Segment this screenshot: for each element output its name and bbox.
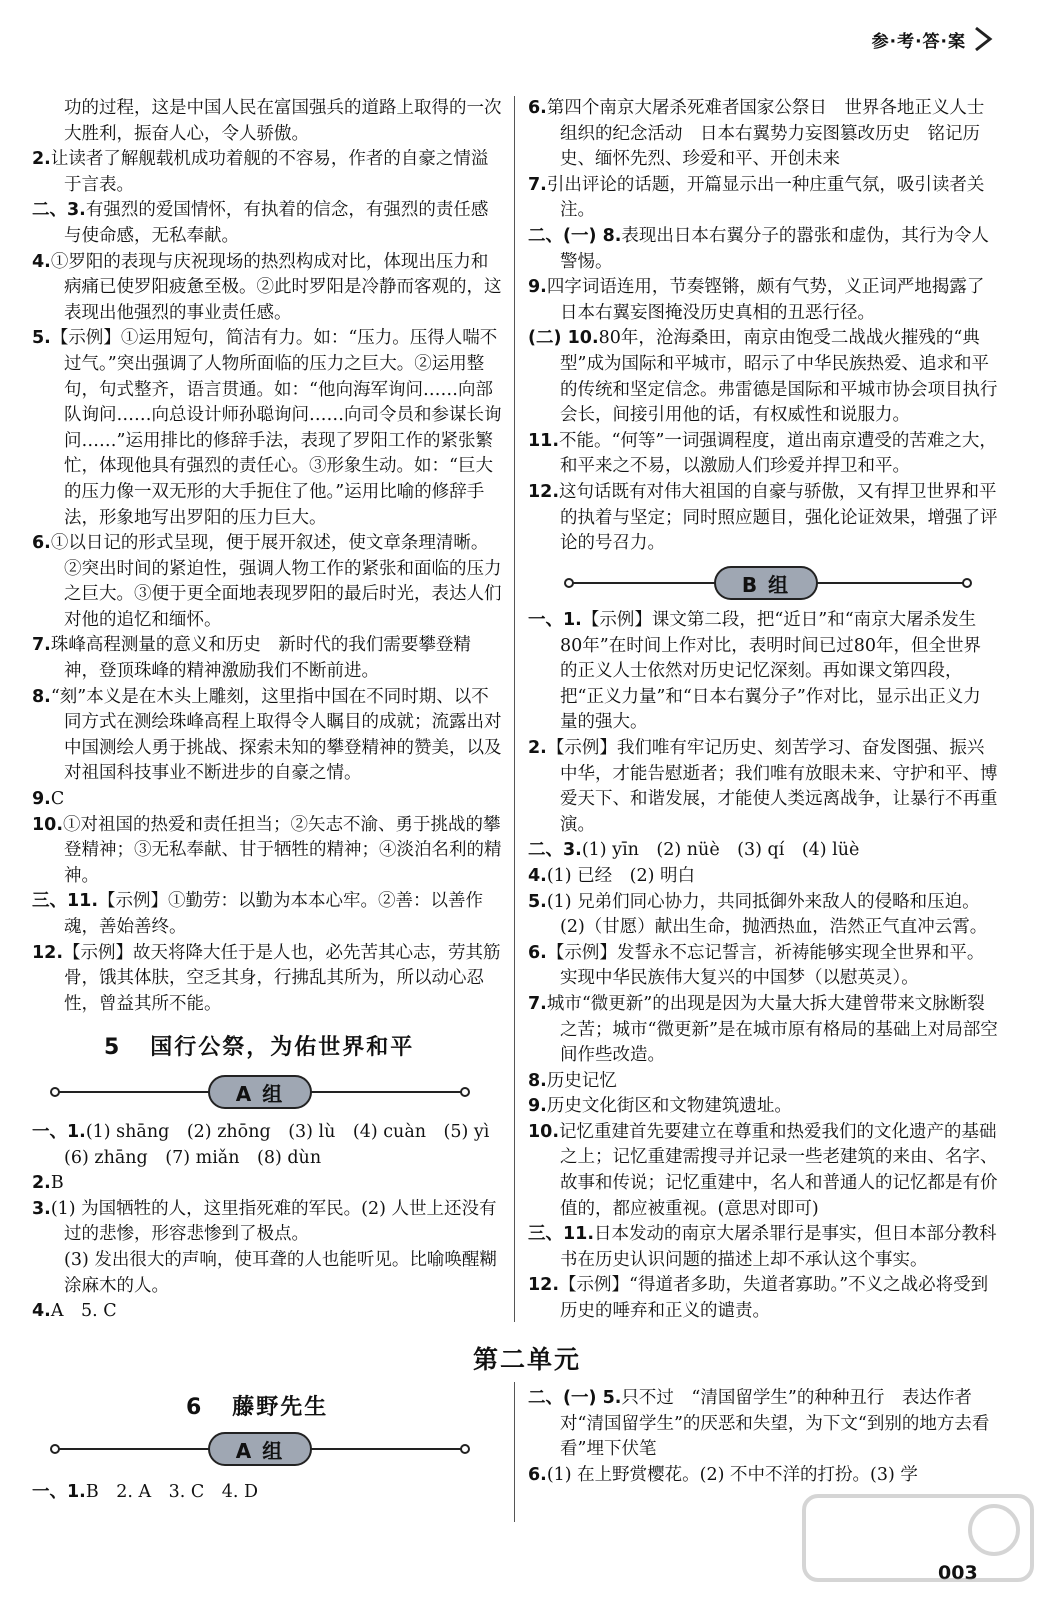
answer-text: 【示例】“得道者多助，失道者寡助。”不义之战必将受到历史的唾弃和正义的谴责。 [559,1275,989,1322]
answer-number: 4. [32,1301,51,1322]
answer-item [528,224,998,275]
answer-number: 2. [528,737,547,758]
answer-text: 历史记忆 [546,1070,617,1091]
lesson-6-a-answers [32,1480,502,1506]
answer-text: 表现出日本右翼分子的嚣张和虚伪，其行为令人警惕。 [560,225,989,272]
answer-item [32,1120,507,1171]
answer-number: 一、1. [32,1122,86,1142]
answer-number: 10. [528,1121,560,1142]
answer-text: 有强烈的爱国情怀，有执着的信念，有强烈的责任感与使命感，无私奉献。 [64,200,489,246]
lesson-6-number: 6 [186,1395,204,1420]
answer-text: 让读者了解舰载机成功着舰的不容易，作者的自豪之情溢于言表。 [50,149,489,195]
answer-text: 第四个南京大屠杀死难者国家公祭日 世界各地正义人士组织的纪念活动 日本右翼势力妄图篡改历史 铭记历史、缅怀先烈、珍爱和平、开创未来 [546,98,985,170]
answer-number: 7. [528,174,547,195]
answer-item [528,915,998,941]
answer-text: (1) 为国牺牲的人，这里指死难的军民。(2) 人世上还没有过的悲惨，形容悲惨到了极点。 [50,1198,497,1245]
right-column-answers [528,96,998,557]
watermark-logo [798,1488,1038,1588]
answer-text: A 5. C [50,1301,117,1322]
answer-text: (2)（甘愿）献出生命，抛洒热血，浩然正气直冲云霄。 [560,917,988,938]
page-number: 003 [938,1562,978,1584]
answer-item [32,250,502,327]
answer-text: B 2. A 3. C 4. D [85,1482,259,1502]
answer-number: 12. [32,942,64,963]
answer-text: (1) 在上野赏樱花。(2) 不中不洋的打扮。(3) 学 [546,1464,918,1485]
answer-item [32,813,502,890]
group-a-divider-lesson-6 [50,1432,470,1466]
answer-item [32,96,502,147]
answer-item [528,1069,998,1095]
answer-item [32,1248,502,1299]
answer-text: (1) shāng (2) zhōng (3) lù (4) cuàn (5) yì (6) zhāng (7) miǎn (8) dùn [64,1122,507,1168]
answer-number: 一、1. [528,610,582,630]
answer-text: ①对祖国的热爱和责任担当；②矢志不渝、勇于挑战的攀登精神；③无私奉献、甘于牺牲的精神；④淡泊名利的精神。 [63,814,502,886]
answer-number: 6. [528,98,547,118]
answer-number: 3. [32,1198,51,1219]
answer-item [528,992,998,1069]
answer-number: 6. [528,1464,547,1485]
answer-number: 2. [32,1173,51,1194]
answer-number: 9. [528,1096,547,1117]
lesson-5-name: 国行公祭，为佑世界和平 [150,1035,415,1060]
unit-2-title: 第二单元 [472,1345,581,1374]
answer-text: 80年，沧海桑田，南京由饱受二战战火摧残的“典型”成为国际和平城市，昭示了中华民族热爱、追求和平的传统和坚定信念。弗雷德是国际和平城市协会项目执行会长，间接引用他的话，有权威性和说服力。 [560,328,998,426]
answer-item [32,1171,502,1197]
answer-number: 二、(一) 8. [528,225,622,246]
answer-number: 10. [32,814,64,835]
answer-number: 4. [528,865,547,886]
answer-number: 12. [528,1275,560,1296]
answer-text: C [50,789,65,810]
section-tag [872,24,994,54]
answer-number: 5. [32,328,51,349]
answer-text: ①以日记的形式呈现，便于展开叙述，使文章条理清晰。②突出时间的紧迫性，强调人物工作的紧张和面临的压力之巨大。③便于更全面地表现罗阳的最后时光，表达人们对他的追忆和缅怀。 [50,533,502,630]
answer-number: 9. [32,789,51,810]
answer-item [528,1463,998,1489]
answer-text: (1) 兄弟们同心协力，共同抵御外来敌人的侵略和压迫。 [546,891,980,912]
answer-item [528,838,998,864]
answer-item [32,1299,502,1325]
answer-text: 功的过程，这是中国人民在富国强兵的道路上取得的一次大胜利，振奋人心，令人骄傲。 [64,98,502,144]
answer-item [528,1273,998,1324]
answer-text: 不能。“何等”一词强调程度，道出南京遭受的苦难之大，和平来之不易，以激励人们珍爱并捍卫和平。 [559,430,997,477]
answer-item [32,147,502,198]
left-column-answers [32,96,502,1017]
answer-number: (二) 10. [528,328,599,349]
answer-item [528,275,998,326]
answer-number: 7. [528,993,547,1014]
answer-number: 7. [32,635,51,656]
chevron-right-icon [972,26,994,52]
lesson-5-a-answers [32,1120,507,1325]
answer-number: 6. [528,942,547,963]
answer-number: 8. [528,1070,547,1091]
lesson-5-number: 5 [104,1035,122,1060]
answer-number: 一、1. [32,1482,86,1502]
answer-item [528,864,998,890]
answer-text: 珠峰高程测量的意义和历史 新时代的我们需要攀登精神，登顶珠峰的精神激励我们不断前进。 [50,635,471,682]
answer-item [528,1120,998,1222]
answer-item [32,787,502,813]
answer-item [32,685,502,787]
lesson-6-name: 藤野先生 [232,1395,329,1420]
answer-item [528,736,998,838]
lesson-6-reading-answers [528,1386,998,1488]
answer-text: ①罗阳的表现与庆祝现场的热烈构成对比，体现出压力和病痛已使罗阳疲惫至极。②此时罗阳是冷静而客观的，这表现出他强烈的事业责任感。 [50,251,502,323]
answer-item [32,889,502,940]
section-tag-label: 参·考·答·案 [871,31,966,52]
answer-number: 2. [32,149,51,170]
answer-number: 8. [32,686,51,707]
answer-number: 4. [32,251,51,272]
answer-text: 记忆重建首先要建立在尊重和热爱我们的文化遗产的基础之上；记忆重建需搜寻并记录一些老建筑的来由、名字、故事和传说；记忆重建中，名人和普通人的记忆都是有价值的，都应被重视。(意思对即可) [559,1121,998,1219]
answer-number: 9. [528,277,547,298]
answer-text: 城市“微更新”的出现是因为大量大拆大建曾带来文脉断裂之苦；城市“微更新”是在城市原有格局的基础上对局部空间作些改造。 [546,993,998,1066]
answer-item [528,429,998,480]
answer-number: 6. [32,533,51,554]
answer-item [528,326,998,428]
column-divider-bottom [514,1382,515,1522]
answer-text: 日本发动的南京大屠杀罪行是事实，但日本部分教科书在历史认识问题的描述上却不承认这个事实。 [560,1224,997,1270]
answer-number: 11. [528,430,560,451]
answer-item [32,941,502,1018]
answer-number: 三、11. [528,1224,595,1245]
answer-number: 5. [528,891,547,912]
answer-item [32,1480,502,1506]
answer-number: 12. [528,481,560,502]
answer-number: 二、3. [528,840,582,861]
answer-text: 只不过 “清国留学生”的种种丑行 表达作者对“清国留学生”的厌恶和失望，为下文“到别的地方去看看”埋下伏笔 [560,1388,990,1460]
answer-number: 二、(一) 5. [528,1388,622,1408]
answer-text: (1) yīn (2) nüè (3) qí (4) lüè [581,840,860,861]
group-a-badge-lesson-6: A 组 [208,1432,312,1466]
answer-text: 历史文化街区和文物建筑遗址。 [546,1096,792,1117]
group-a-divider [50,1075,470,1109]
answer-text: (3) 发出很大的声响，使耳聋的人也能听见。比喻唤醒糊涂麻木的人。 [64,1249,497,1296]
answer-item [32,1197,502,1248]
answer-item [32,633,502,684]
answer-text: B [50,1173,64,1194]
answer-text: 【示例】课文第二段，把“近日”和“南京大屠杀发生80年”在时间上作对比，表明时间已过80年，但全世界的正义人士依然对历史记忆深刻。再如课文第四段，把“正义力量”和“日本右翼分子”作对比，显示出正义力量的强大。 [560,610,981,733]
answer-text: 【示例】①勤劳：以勤为本本心牢。②善：以善作魂，善始善终。 [64,891,484,937]
column-divider [514,96,515,1322]
group-a-badge: A 组 [208,1075,312,1109]
answer-item [528,941,998,992]
answer-text: 四字词语连用，节奏铿锵，颇有气势，义正词严地揭露了日本右翼妄图掩没历史真相的丑恶行径。 [546,277,985,323]
answer-text: (1) 已经 (2) 明白 [546,865,696,886]
group-b-badge: B 组 [714,566,818,600]
answer-item [32,326,502,531]
answer-item [528,480,998,557]
answer-text: 引出评论的话题，开篇显示出一种庄重气氛，吸引读者关注。 [546,174,985,221]
group-b-divider [564,566,972,600]
answer-number: 二、3. [32,200,86,221]
answer-text: 【示例】我们唯有牢记历史、刻苦学习、奋发图强、振兴中华，才能告慰逝者；我们唯有放眼未来、守护和平、博爱天下、和谐发展，才能使人类远离战争，让暴行不再重演。 [546,737,998,835]
answer-item [528,1386,998,1463]
answer-text: “刻”本义是在木头上雕刻，这里指中国在不同时期、以不同方式在测绘珠峰高程上取得令人瞩目的成就；流露出对中国测绘人勇于挑战、探索未知的攀登精神的赞美，以及对祖国科技事业不断进步的自豪之情。 [50,686,502,784]
answer-item [528,890,998,916]
lesson-6-title [186,1390,328,1421]
answer-item [32,198,502,249]
answer-text: 【示例】故天将降大任于是人也，必先苦其心志，劳其筋骨，饿其体肤，空乏其身，行拂乱其所为，所以动心忍性，曾益其所不能。 [63,942,501,1014]
answer-text: 【示例】①运用短句，简洁有力。如：“压力。压得人喘不过气。”突出强调了人物所面临的压力之巨大。②运用整句，句式整齐，语言贯通。如：“他向海军询问……向部队询问……向总设计师孙聪询问……向司令员和参谋长询问……”运用排比的修辞手法，表现了罗阳工作的紧张繁忙，体现他具有强烈的责任心。③形象生动。如：“巨大的压力像一双无形的大手扼住了他。”运用比喻的修辞手法，形象地写出罗阳的压力巨大。 [50,328,502,528]
answer-text: 【示例】发誓永不忘记誓言，祈祷能够实现全世界和平。实现中华民族伟大复兴的中国梦（以慰英灵）。 [546,942,985,989]
answer-item [32,531,502,633]
answer-item [528,173,998,224]
answer-item [528,1222,998,1273]
lesson-5-b-answers [528,608,998,1325]
lesson-5-title [104,1030,414,1061]
answer-item [528,96,998,173]
answer-item [528,608,998,736]
answer-item [528,1094,998,1120]
answer-number: 三、11. [32,891,99,912]
answer-text: 这句话既有对伟大祖国的自豪与骄傲，又有捍卫世界和平的执着与坚定；同时照应题目，强化论证效果，增强了评论的号召力。 [559,481,998,554]
